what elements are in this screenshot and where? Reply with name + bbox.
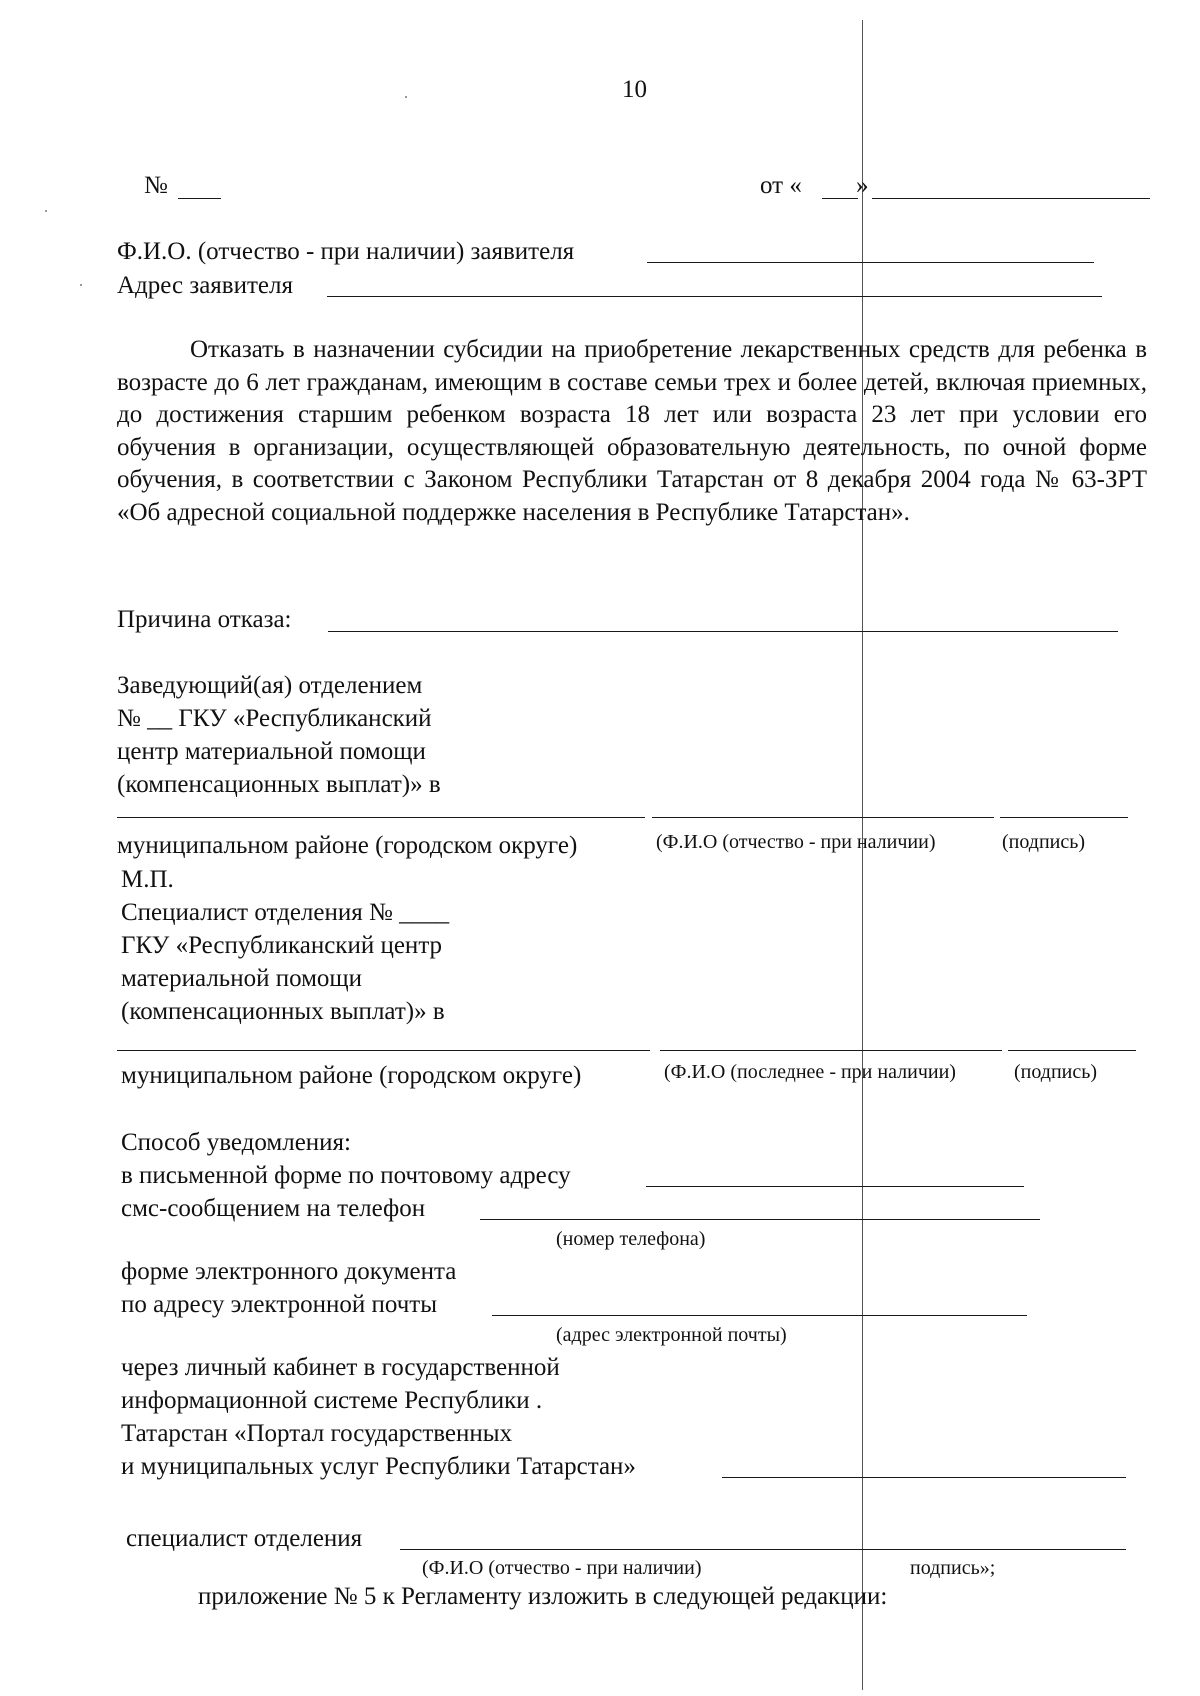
specialist-fio-caption: (Ф.И.О (последнее - при наличии) [664, 1061, 956, 1083]
notify-portal-line-1: через личный кабинет в государственной [121, 1354, 560, 1381]
page-number: 10 [622, 76, 647, 103]
specialist-signature-field[interactable] [1008, 1050, 1136, 1051]
notify-email-field[interactable] [492, 1315, 1027, 1316]
specialist-fio-field[interactable] [660, 1050, 1002, 1051]
notify-portal-line-3: Татарстан «Портал государственных [121, 1420, 513, 1447]
specialist-line-3: материальной помощи [121, 965, 363, 992]
specialist-line-2: ГКУ «Республиканский центр [121, 932, 443, 959]
scan-speck [405, 96, 407, 98]
specialist-line-1: Специалист отделения № ____ [121, 899, 450, 926]
appendix-instruction: приложение № 5 к Регламенту изложить в следующей редакции: [198, 1583, 888, 1610]
notify-portal-line-2: информационной системе Республики . [121, 1387, 543, 1414]
phone-caption: (номер телефона) [556, 1228, 706, 1250]
footer-fio-caption: (Ф.И.О (отчество - при наличии) [422, 1557, 702, 1579]
head-line-2: № __ ГКУ «Республиканский [117, 705, 432, 732]
notify-portal-field[interactable] [722, 1477, 1126, 1478]
notify-electronic-line-1: форме электронного документа [121, 1258, 457, 1285]
applicant-fio-label: Ф.И.О. (отчество - при наличии) заявителя [117, 238, 575, 265]
doc-number-label: № [144, 172, 168, 199]
head-fio-caption: (Ф.И.О (отчество - при наличии) [656, 831, 936, 853]
scan-fold-line [862, 20, 863, 1690]
specialist-line-4: (компенсационных выплат)» в [121, 998, 445, 1025]
date-label: от « [760, 172, 802, 199]
refusal-reason-field[interactable] [328, 631, 1118, 632]
notify-electronic-line-2: по адресу электронной почты [121, 1291, 437, 1318]
specialist-district-text: муниципальном районе (городском округе) [121, 1062, 582, 1089]
head-line-4: (компенсационных выплат)» в [117, 771, 441, 798]
footer-specialist-field[interactable] [400, 1549, 1126, 1550]
date-close-quote: » [856, 172, 869, 199]
head-line-1: Заведующий(ая) отделением [117, 672, 423, 699]
head-fio-field[interactable] [652, 817, 994, 818]
email-caption: (адрес электронной почты) [556, 1324, 787, 1346]
refusal-reason-label: Причина отказа: [117, 606, 292, 633]
applicant-fio-field[interactable] [647, 262, 1094, 263]
head-district-field[interactable] [117, 817, 645, 818]
specialist-signature-caption: (подпись) [1014, 1061, 1098, 1083]
date-day-field[interactable] [822, 198, 858, 199]
notify-phone-field[interactable] [480, 1219, 1040, 1220]
scan-speck [80, 284, 82, 286]
scan-speck [45, 210, 47, 212]
head-district-text: муниципальном районе (городском округе) [117, 832, 578, 859]
decision-paragraph [117, 334, 1147, 529]
decision-text: Отказать в назначении субсидии на приобретение лекарственных средств для ребенка в возрасте до 6 лет гражданам, имеющим в составе семьи трех и более детей, включая приемных, до достижения старшим ребенком возраста 18 лет или возраста 23 лет при условии его обучения в организации, осуществляющей образовательную деятельность, по очной форме обучения, в соответствии с Законом Республики Татарстан от 8 декабря 2004 года № 63-ЗРТ «Об адресной социальной поддержке населения в Республике Татарстан». [117, 336, 1147, 526]
notify-by-mail-label: в письменной форме по почтовому адресу [121, 1162, 571, 1189]
applicant-address-label: Адрес заявителя [117, 272, 293, 299]
footer-signature-caption: подпись»; [910, 1557, 996, 1579]
date-month-year-field[interactable] [872, 198, 1150, 199]
head-signature-caption: (подпись) [1002, 831, 1086, 853]
notify-portal-line-4: и муниципальных услуг Республики Татарстан» [121, 1453, 636, 1480]
head-line-3: центр материальной помощи [117, 738, 426, 765]
applicant-address-field[interactable] [327, 296, 1102, 297]
doc-number-field[interactable] [178, 198, 221, 199]
specialist-district-field[interactable] [117, 1050, 650, 1051]
notify-by-mail-field[interactable] [646, 1186, 1024, 1187]
notify-by-sms-label: смс-сообщением на телефон [121, 1195, 426, 1222]
head-signature-field[interactable] [1000, 817, 1128, 818]
notification-title: Способ уведомления: [121, 1129, 352, 1156]
stamp-label: М.П. [121, 866, 174, 893]
footer-specialist-label: специалист отделения [126, 1525, 363, 1552]
